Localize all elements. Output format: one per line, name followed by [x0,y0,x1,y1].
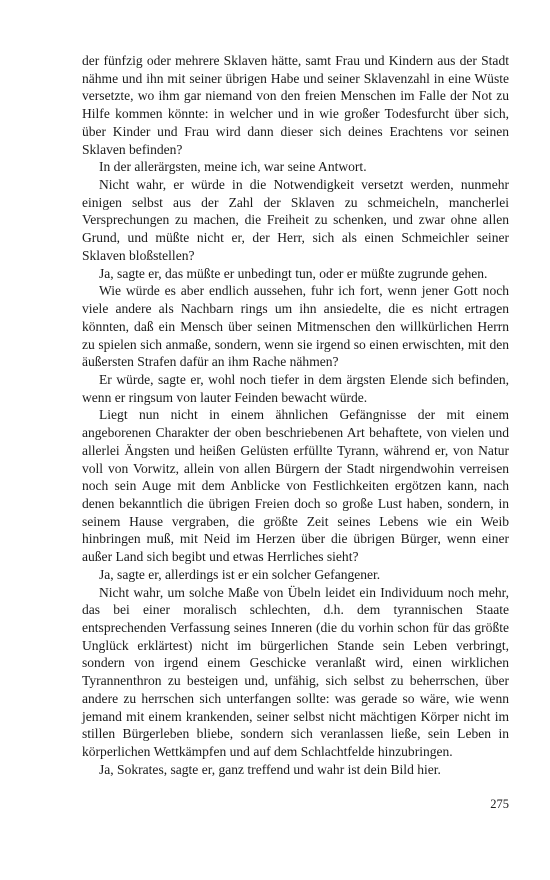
paragraph: der fünfzig oder mehrere Sklaven hätte, samt Frau und Kindern aus der Stadt nähme und ihn mit seiner übrigen Habe und seiner Sklavenzahl in eine Wüste versetzte, wo ihm gar niemand von den freien Menschen im Falle der Not zu Hilfe kommen könnte: in welcher und in wie großer Todesfurcht über sich, über Kinder und Frau wird dann dieser sich deines Erachtens vor seinen Sklaven befinden? [82,53,509,157]
paragraph: Ja, sagte er, das müßte er unbedingt tun, oder er müßte zugrunde gehen. [99,265,488,281]
paragraph: Er würde, sagte er, wohl noch tiefer in dem ärgsten Elende sich befinden, wenn er ringsum von lauter Feinden bewacht würde. [82,371,509,405]
page-number: 275 [490,797,509,811]
paragraph: Wie würde es aber endlich aussehen, fuhr ich fort, wenn jener Gott noch viele andere als Nachbarn rings um ihn ansiedelte, die es nicht ertragen könnten, daß ein Mensch über seinen Mitmenschen den willkürlichen Herrn zu spielen sich anmaße, sondern, wenn sie irgend so einen erwischten, mit den äußersten Strafen dafür an ihm Rache nähmen? [82,283,509,370]
paragraph: Nicht wahr, um solche Maße von Übeln leidet ein Individuum noch mehr, das bei einer moralisch schlechten, d.h. dem tyrannischen Staate entsprechenden Verfassung seines Inneren (die du vorhin schon für das größte Unglück erklärtest) nicht im bürgerlichen Stande sein Leben verbringt, sondern von irgend einem Geschicke veranlaßt wird, einen wirklichen Tyrannenthron zu besteigen und, unfähig, sich selbst zu beherrschen, über andere zu herrschen sich unterfangen sollte: was gerade so wäre, wie wenn jemand mit einem krankenden, seiner selbst nicht mächtigen Körper nicht im stillen Bürgerleben bliebe, sondern sich veranlassen ließe, sein Leben in körperlichen Wettkämpfen und auf dem Schlachtfelde hinzubringen. [82,584,509,760]
body-text [82,52,509,778]
paragraph: In der allerärgsten, meine ich, war seine Antwort. [99,159,367,175]
paragraph: Ja, Sokrates, sagte er, ganz treffend und wahr ist dein Bild hier. [99,761,441,777]
paragraph: Ja, sagte er, allerdings ist er ein solcher Gefangener. [99,566,381,582]
paragraph: Nicht wahr, er würde in die Notwendigkeit versetzt werden, nunmehr einigen selbst aus der Zahl der Sklaven zu schmeicheln, mancherlei Versprechungen zu machen, die Freiheit zu schenken, und zwar ohne allen Grund, und müßte nicht er, der Herr, sich als einen Schmeichler seiner Sklaven bloßstellen? [82,177,509,263]
paragraph: Liegt nun nicht in einem ähnlichen Gefängnisse der mit einem angeborenen Charakter der oben beschriebenen Art behaftete, von vielen und allerlei Ängsten und heißen Gelüsten erfüllte Tyrann, während er, von Natur voll von Vorwitz, allein von allen Bürgern der Stadt nirgendwohin verreisen noch sein Auge mit dem Anblicke von Festlichkeiten ergötzen kann, nach denen bekanntlich die übrigen Freien doch so große Lust haben, sondern, in seinem Hause vergraben, die größte Zeit seines Lebens wie ein Weib hinbringen muß, mit Neid im Herzen über die übrigen Bürger, wenn einer außer Land sich begibt und etwas Herrliches sieht? [82,407,509,565]
